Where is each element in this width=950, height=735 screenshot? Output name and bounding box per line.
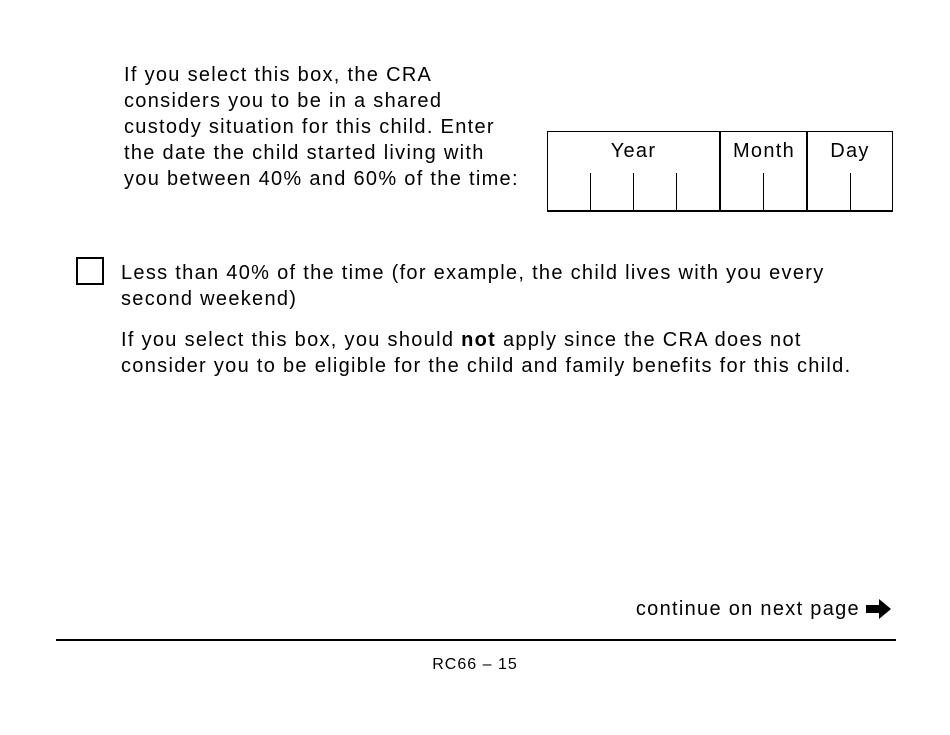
year-digit-divider — [590, 173, 591, 210]
arrow-right-icon — [864, 596, 894, 622]
continue-label: continue on next page — [635, 598, 860, 620]
year-label: Year — [610, 140, 657, 162]
note-text-start: If you select this box, you should — [121, 329, 462, 351]
note-text-end: apply since the CRA does not consider you to be eligible for the child and family benefits for this child. — [121, 329, 852, 377]
year-column[interactable] — [548, 132, 719, 210]
less-than-40-note — [121, 327, 891, 379]
month-label: Month — [732, 140, 796, 162]
start-date-field[interactable] — [547, 131, 893, 212]
shared-custody-instructions: If you select this box, the CRA considers you to be in a shared custody situation for this child. Enter the date the child started living with you between 40% and 60% of the time: — [124, 64, 519, 190]
day-column[interactable] — [808, 132, 892, 210]
month-column[interactable] — [721, 132, 807, 210]
page-number: RC66 – 15 — [432, 656, 518, 673]
day-digit-divider — [850, 173, 851, 210]
year-digit-divider — [633, 173, 634, 210]
day-label: Day — [830, 140, 870, 162]
less-than-40-label: Less than 40% of the time (for example, the child lives with you every second weekend) — [121, 262, 825, 310]
note-emphasis: not — [461, 329, 497, 351]
footer-divider — [56, 639, 896, 641]
less-than-40-checkbox[interactable] — [76, 257, 104, 285]
continue-next-page[interactable] — [636, 596, 894, 622]
month-digit-divider — [763, 173, 764, 210]
year-digit-divider — [676, 173, 677, 210]
